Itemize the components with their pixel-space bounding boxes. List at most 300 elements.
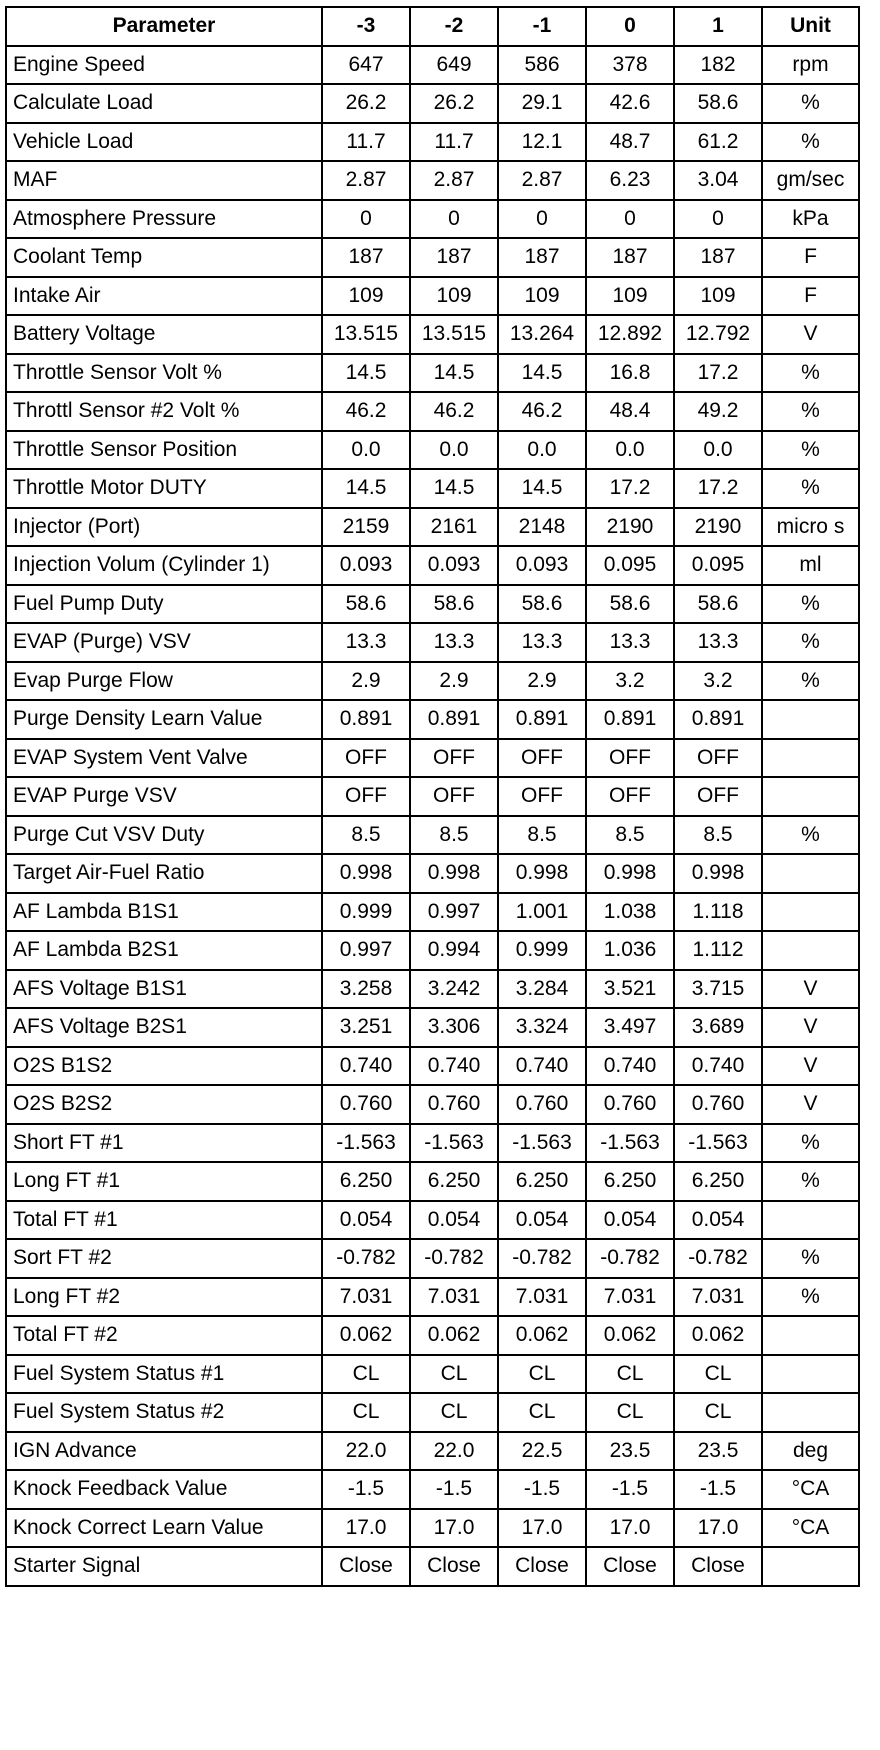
value-cell: 46.2 [322,392,410,431]
table-row [6,700,859,739]
unit-cell: % [762,1162,859,1201]
value-cell: CL [410,1393,498,1432]
table-row [6,1008,859,1047]
value-cell: -1.5 [674,1470,762,1509]
value-cell: 17.0 [674,1509,762,1548]
unit-cell: rpm [762,46,859,85]
value-cell: 2159 [322,508,410,547]
header-unit: Unit [762,7,859,46]
parameter-cell: Starter Signal [6,1547,322,1586]
value-cell: 22.5 [498,1432,586,1471]
value-cell: 0.093 [498,546,586,585]
value-cell: 6.250 [410,1162,498,1201]
value-cell: 1.001 [498,893,586,932]
value-cell: 2.87 [498,161,586,200]
value-cell: 58.6 [322,585,410,624]
value-cell: 23.5 [586,1432,674,1471]
unit-cell [762,777,859,816]
value-cell: 0.062 [410,1316,498,1355]
unit-cell: deg [762,1432,859,1471]
value-cell: 13.515 [410,315,498,354]
parameter-cell: Long FT #2 [6,1278,322,1317]
parameter-cell: EVAP Purge VSV [6,777,322,816]
header-parameter: Parameter [6,7,322,46]
header-col-minus-1: -1 [498,7,586,46]
value-cell: 3.258 [322,970,410,1009]
unit-cell: V [762,970,859,1009]
value-cell: 0.0 [322,431,410,470]
value-cell: 3.2 [586,662,674,701]
value-cell: 8.5 [586,816,674,855]
value-cell: 11.7 [410,123,498,162]
value-cell: Close [498,1547,586,1586]
table-row [6,1162,859,1201]
value-cell: 0.0 [410,431,498,470]
parameter-cell: Vehicle Load [6,123,322,162]
value-cell: 0.0 [674,431,762,470]
value-cell: 8.5 [498,816,586,855]
value-cell: 0.997 [410,893,498,932]
table-row [6,1432,859,1471]
value-cell: 3.242 [410,970,498,1009]
value-cell: 12.1 [498,123,586,162]
value-cell: 2190 [674,508,762,547]
value-cell: 23.5 [674,1432,762,1471]
value-cell: -1.563 [586,1124,674,1163]
value-cell: CL [586,1355,674,1394]
value-cell: 109 [586,277,674,316]
unit-cell: % [762,1124,859,1163]
value-cell: 58.6 [498,585,586,624]
value-cell: 0.740 [498,1047,586,1086]
unit-cell: % [762,1239,859,1278]
value-cell: 0.891 [498,700,586,739]
value-cell: CL [322,1355,410,1394]
value-cell: 58.6 [586,585,674,624]
value-cell: Close [674,1547,762,1586]
value-cell: 0 [498,200,586,239]
unit-cell [762,1393,859,1432]
unit-cell: % [762,123,859,162]
value-cell: 0.999 [498,931,586,970]
value-cell: -0.782 [586,1239,674,1278]
value-cell: 3.306 [410,1008,498,1047]
table-row [6,315,859,354]
parameter-cell: Injection Volum (Cylinder 1) [6,546,322,585]
value-cell: OFF [498,739,586,778]
unit-cell [762,1201,859,1240]
value-cell: 3.324 [498,1008,586,1047]
value-cell: 29.1 [498,84,586,123]
table-row [6,354,859,393]
value-cell: 187 [674,238,762,277]
freeze-frame-data-table [5,6,860,1587]
parameter-cell: Evap Purge Flow [6,662,322,701]
value-cell: 0.062 [586,1316,674,1355]
value-cell: 2.9 [322,662,410,701]
parameter-cell: Purge Density Learn Value [6,700,322,739]
value-cell: 1.036 [586,931,674,970]
value-cell: 12.792 [674,315,762,354]
value-cell: -1.563 [410,1124,498,1163]
parameter-cell: Knock Feedback Value [6,1470,322,1509]
unit-cell: kPa [762,200,859,239]
value-cell: 586 [498,46,586,85]
value-cell: 8.5 [322,816,410,855]
unit-cell: F [762,238,859,277]
value-cell: OFF [498,777,586,816]
unit-cell: % [762,469,859,508]
value-cell: 17.2 [674,354,762,393]
table-row [6,392,859,431]
value-cell: 3.04 [674,161,762,200]
value-cell: 14.5 [322,354,410,393]
table-row [6,546,859,585]
value-cell: 0.740 [410,1047,498,1086]
parameter-cell: AF Lambda B2S1 [6,931,322,970]
table-row [6,277,859,316]
value-cell: 0.760 [674,1085,762,1124]
value-cell: 46.2 [498,392,586,431]
value-cell: 0.998 [498,854,586,893]
table-row [6,1278,859,1317]
unit-cell [762,700,859,739]
value-cell: 0.093 [322,546,410,585]
table-row [6,238,859,277]
value-cell: 0.891 [674,700,762,739]
value-cell: 48.4 [586,392,674,431]
value-cell: 0.997 [322,931,410,970]
parameter-cell: MAF [6,161,322,200]
value-cell: 16.8 [586,354,674,393]
value-cell: CL [674,1355,762,1394]
value-cell: 0.891 [322,700,410,739]
value-cell: 13.3 [586,623,674,662]
value-cell: OFF [410,777,498,816]
value-cell: -0.782 [498,1239,586,1278]
value-cell: 0.054 [322,1201,410,1240]
value-cell: 0 [586,200,674,239]
value-cell: 3.521 [586,970,674,1009]
value-cell: 17.2 [674,469,762,508]
value-cell: 58.6 [410,585,498,624]
unit-cell: % [762,662,859,701]
value-cell: 187 [498,238,586,277]
table-row [6,1239,859,1278]
value-cell: 26.2 [322,84,410,123]
table-row [6,1547,859,1586]
value-cell: -1.5 [498,1470,586,1509]
parameter-cell: Throttle Sensor Volt % [6,354,322,393]
value-cell: 0.891 [586,700,674,739]
header-col-1: 1 [674,7,762,46]
parameter-cell: Target Air-Fuel Ratio [6,854,322,893]
header-row [6,7,859,46]
value-cell: CL [410,1355,498,1394]
value-cell: 3.251 [322,1008,410,1047]
value-cell: -0.782 [322,1239,410,1278]
value-cell: 13.3 [498,623,586,662]
value-cell: CL [586,1393,674,1432]
value-cell: 2148 [498,508,586,547]
unit-cell: % [762,1278,859,1317]
value-cell: 17.0 [498,1509,586,1548]
unit-cell [762,931,859,970]
value-cell: 22.0 [410,1432,498,1471]
unit-cell: V [762,1047,859,1086]
value-cell: 0.998 [674,854,762,893]
value-cell: 13.3 [410,623,498,662]
value-cell: Close [322,1547,410,1586]
parameter-cell: IGN Advance [6,1432,322,1471]
table-row [6,161,859,200]
table-row [6,854,859,893]
value-cell: OFF [674,777,762,816]
value-cell: 6.250 [322,1162,410,1201]
value-cell: 17.0 [586,1509,674,1548]
parameter-cell: Atmosphere Pressure [6,200,322,239]
value-cell: -1.563 [498,1124,586,1163]
value-cell: 0.998 [586,854,674,893]
value-cell: 0.998 [410,854,498,893]
value-cell: 14.5 [410,469,498,508]
table-row [6,1470,859,1509]
table-row [6,84,859,123]
table-row [6,931,859,970]
value-cell: 187 [410,238,498,277]
parameter-cell: Engine Speed [6,46,322,85]
unit-cell [762,739,859,778]
unit-cell: % [762,585,859,624]
value-cell: 12.892 [586,315,674,354]
parameter-cell: AF Lambda B1S1 [6,893,322,932]
value-cell: 649 [410,46,498,85]
table-row [6,123,859,162]
parameter-cell: EVAP (Purge) VSV [6,623,322,662]
value-cell: OFF [322,777,410,816]
unit-cell: °CA [762,1509,859,1548]
value-cell: OFF [586,739,674,778]
value-cell: 182 [674,46,762,85]
value-cell: 7.031 [674,1278,762,1317]
unit-cell: F [762,277,859,316]
unit-cell [762,1316,859,1355]
value-cell: 0.054 [498,1201,586,1240]
parameter-cell: AFS Voltage B2S1 [6,1008,322,1047]
value-cell: 46.2 [410,392,498,431]
value-cell: 58.6 [674,84,762,123]
table-row [6,1047,859,1086]
table-row [6,1509,859,1548]
parameter-cell: Battery Voltage [6,315,322,354]
table-row [6,46,859,85]
unit-cell: ml [762,546,859,585]
unit-cell: % [762,431,859,470]
value-cell: 0.999 [322,893,410,932]
value-cell: 3.497 [586,1008,674,1047]
value-cell: 0.760 [322,1085,410,1124]
value-cell: 14.5 [410,354,498,393]
table-row [6,585,859,624]
value-cell: 7.031 [410,1278,498,1317]
unit-cell: % [762,392,859,431]
table-row [6,431,859,470]
value-cell: -0.782 [410,1239,498,1278]
table-row [6,200,859,239]
table-row [6,1355,859,1394]
value-cell: 26.2 [410,84,498,123]
parameter-cell: Total FT #2 [6,1316,322,1355]
table-row [6,816,859,855]
value-cell: 58.6 [674,585,762,624]
value-cell: 0.740 [322,1047,410,1086]
value-cell: 1.118 [674,893,762,932]
value-cell: 8.5 [674,816,762,855]
value-cell: 2.87 [410,161,498,200]
value-cell: -1.5 [322,1470,410,1509]
value-cell: OFF [322,739,410,778]
table-row [6,739,859,778]
value-cell: 14.5 [498,354,586,393]
value-cell: 14.5 [498,469,586,508]
unit-cell: micro s [762,508,859,547]
value-cell: 378 [586,46,674,85]
unit-cell: V [762,1085,859,1124]
parameter-cell: Coolant Temp [6,238,322,277]
parameter-cell: Intake Air [6,277,322,316]
unit-cell: % [762,84,859,123]
value-cell: 1.112 [674,931,762,970]
parameter-cell: Calculate Load [6,84,322,123]
unit-cell [762,1355,859,1394]
value-cell: 3.715 [674,970,762,1009]
parameter-cell: Throttle Motor DUTY [6,469,322,508]
table-body [6,46,859,1586]
value-cell: 48.7 [586,123,674,162]
table-row [6,1393,859,1432]
value-cell: CL [322,1393,410,1432]
value-cell: 2161 [410,508,498,547]
value-cell: 2190 [586,508,674,547]
value-cell: -1.563 [322,1124,410,1163]
unit-cell: % [762,623,859,662]
value-cell: 49.2 [674,392,762,431]
value-cell: 0 [674,200,762,239]
value-cell: 1.038 [586,893,674,932]
value-cell: OFF [410,739,498,778]
value-cell: 0.054 [674,1201,762,1240]
parameter-cell: Fuel System Status #2 [6,1393,322,1432]
unit-cell: % [762,816,859,855]
value-cell: -1.563 [674,1124,762,1163]
value-cell: 0.062 [498,1316,586,1355]
value-cell: 0.760 [498,1085,586,1124]
value-cell: 0.095 [586,546,674,585]
parameter-cell: Knock Correct Learn Value [6,1509,322,1548]
parameter-cell: Fuel System Status #1 [6,1355,322,1394]
value-cell: 17.0 [322,1509,410,1548]
parameter-cell: EVAP System Vent Valve [6,739,322,778]
value-cell: 0.760 [410,1085,498,1124]
unit-cell [762,893,859,932]
value-cell: 6.250 [674,1162,762,1201]
table-row [6,1124,859,1163]
table-row [6,623,859,662]
value-cell: 0.994 [410,931,498,970]
value-cell: 8.5 [410,816,498,855]
value-cell: 3.284 [498,970,586,1009]
value-cell: CL [498,1393,586,1432]
table-row [6,893,859,932]
value-cell: 0.0 [586,431,674,470]
value-cell: 3.689 [674,1008,762,1047]
value-cell: 13.515 [322,315,410,354]
header-col-0: 0 [586,7,674,46]
value-cell: CL [674,1393,762,1432]
value-cell: -0.782 [674,1239,762,1278]
parameter-cell: AFS Voltage B1S1 [6,970,322,1009]
table-row [6,1316,859,1355]
table-row [6,508,859,547]
table-row [6,469,859,508]
value-cell: 0.054 [586,1201,674,1240]
parameter-cell: Purge Cut VSV Duty [6,816,322,855]
value-cell: 0.998 [322,854,410,893]
table-row [6,662,859,701]
value-cell: 13.3 [322,623,410,662]
value-cell: 3.2 [674,662,762,701]
value-cell: 0.062 [322,1316,410,1355]
value-cell: 0 [322,200,410,239]
value-cell: 0.062 [674,1316,762,1355]
parameter-cell: Long FT #1 [6,1162,322,1201]
parameter-cell: O2S B2S2 [6,1085,322,1124]
table-row [6,777,859,816]
value-cell: 0.740 [674,1047,762,1086]
value-cell: OFF [586,777,674,816]
value-cell: 13.3 [674,623,762,662]
value-cell: 109 [322,277,410,316]
value-cell: 0.093 [410,546,498,585]
value-cell: 14.5 [322,469,410,508]
value-cell: 11.7 [322,123,410,162]
value-cell: 6.250 [586,1162,674,1201]
value-cell: 109 [410,277,498,316]
table-row [6,1201,859,1240]
value-cell: 0.095 [674,546,762,585]
value-cell: 17.0 [410,1509,498,1548]
value-cell: 6.250 [498,1162,586,1201]
value-cell: -1.5 [586,1470,674,1509]
value-cell: Close [586,1547,674,1586]
value-cell: 109 [674,277,762,316]
value-cell: 647 [322,46,410,85]
value-cell: 0.740 [586,1047,674,1086]
unit-cell [762,854,859,893]
value-cell: 0.054 [410,1201,498,1240]
value-cell: 2.87 [322,161,410,200]
value-cell: OFF [674,739,762,778]
header-col-minus-3: -3 [322,7,410,46]
value-cell: 0 [410,200,498,239]
value-cell: 42.6 [586,84,674,123]
value-cell: 6.23 [586,161,674,200]
parameter-cell: Fuel Pump Duty [6,585,322,624]
value-cell: -1.5 [410,1470,498,1509]
value-cell: 187 [586,238,674,277]
value-cell: 22.0 [322,1432,410,1471]
value-cell: 7.031 [322,1278,410,1317]
